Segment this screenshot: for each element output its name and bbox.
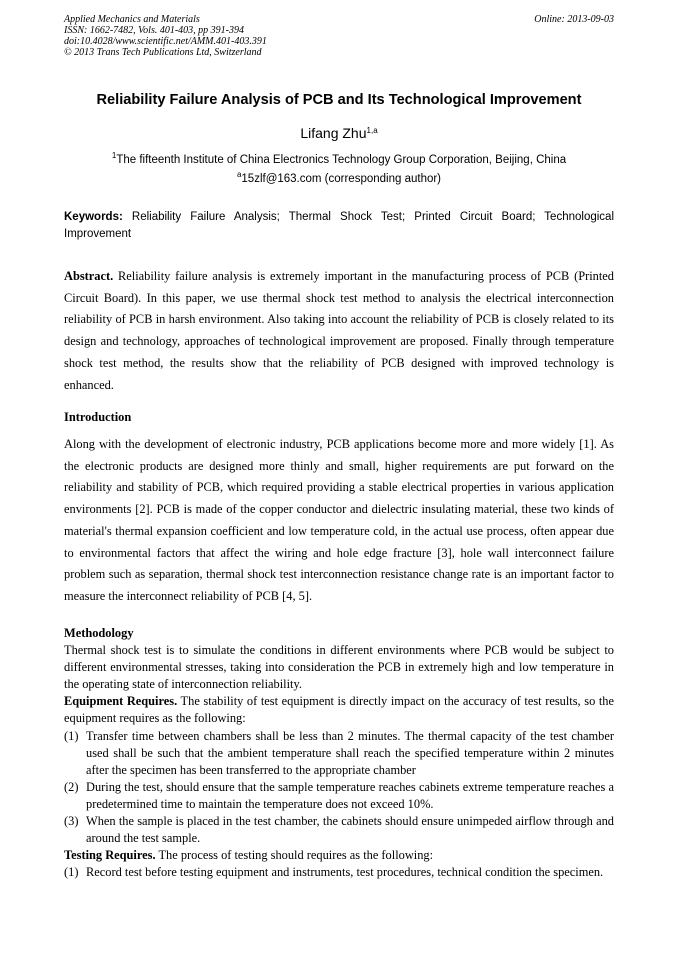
keywords-label: Keywords: [64,211,123,223]
list-item [64,864,614,881]
list-item [64,813,614,847]
keywords-block [64,209,614,243]
affiliation-text: The fifteenth Institute of China Electronics Technology Group Corporation, Beijing, China [116,154,567,166]
abstract-text: Reliability failure analysis is extremely important in the manufacturing process of PCB (Printed Circuit Board). In this paper, we use thermal shock test method to analysis the electrical interconnection reliability of PCB in harsh environment. Also taking into account the reliability of PCB is closely related to its design and technology, approaches of technological improvement are proposed. Finally through temperature shock test method, the results show that the reliability of PCB designed with improved technology is enhanced. [64,269,614,392]
abstract-block [64,266,614,396]
testing-paragraph [64,847,614,864]
online-date: Online: 2013-09-03 [534,14,614,25]
testing-text: The process of testing should requires as the following: [155,848,434,863]
keywords-text: Reliability Failure Analysis; Thermal Shock Test; Printed Circuit Board; Technological Improvement [64,211,614,240]
list-item-number: (1) [64,728,79,743]
list-item-number: (1) [64,865,79,880]
list-item [64,779,614,813]
equipment-label: Equipment Requires. [64,694,178,709]
list-item-text: During the test, should ensure that the sample temperature reaches cabinets extreme temperature reaches a predetermined time to maintain the temperature does not exceed 10%. [86,779,614,811]
email-superscript: a [236,170,242,179]
paper-title: Reliability Failure Analysis of PCB and Its Technological Improvement [96,92,582,108]
list-item [64,728,614,779]
journal-name: Applied Mechanics and Materials [64,14,200,25]
equipment-text: The stability of test equipment is directly impact on the accuracy of test results, so the equipment requires as the following: [64,694,614,726]
list-item-text: When the sample is placed in the test chamber, the cabinets should ensure unimpeded airflow through and around the test sample. [86,814,614,846]
journal-header [64,14,614,58]
email-text: 15zlf@163.com (corresponding author) [241,173,442,185]
methodology-text: Thermal shock test is to simulate the conditions in different environments where PCB would be subject to different environmental stresses, taking into consideration the PCB in extremely high and low temperature in the operating state of interconnection reliability. [64,643,614,692]
list-item-number: (2) [64,779,79,794]
testing-label: Testing Requires. [64,848,156,863]
equipment-paragraph [64,693,614,727]
author-superscript: 1,a [366,126,378,135]
abstract-label: Abstract. [64,269,114,283]
list-item-text: Transfer time between chambers shall be less than 2 minutes. The thermal capacity of the test chamber used shall be such that the ambient temperature shall reach the specified temperature within 2 minutes after the specimen has been transferred to the appropriate chamber [86,728,614,777]
author-name: Lifang Zhu [300,125,367,141]
methodology-section [64,625,614,881]
methodology-heading: Methodology [64,626,134,640]
introduction-heading: Introduction [64,410,132,424]
list-item-text: Record test before testing equipment and instruments, test procedures, technical condition the specimen. [86,865,604,880]
affiliation-line [20,153,658,167]
journal-copyright: © 2013 Trans Tech Publications Ltd, Switzerland [64,47,262,58]
author-line [20,124,658,142]
introduction-text: Along with the development of electronic industry, PCB applications become more and more widely [1]. As the electronic products are designed more thinly and small, higher requirements are put forward on the reliability and stability of PCB, which required providing a stable electrical properties in various application environments [2]. PCB is made of the copper conductor and dielectric insulating material, these two kinds of material's thermal expansion coefficient and low temperature cold, in the actual use process, often appear due to environmental factors that affect the wiring and hole edge fracture [3], hole wall interconnect failure problem such as separation, thermal shock test interconnection resistance change rate is an important factor to measure the interconnect reliability of PCB [4, 5]. [64,437,614,603]
list-item-number: (3) [64,814,79,829]
email-line [20,172,658,186]
journal-issn: ISSN: 1662-7482, Vols. 401-403, pp 391-394 [64,25,244,36]
journal-doi: doi:10.4028/www.scientific.net/AMM.401-403.391 [64,36,267,47]
affiliation-superscript: 1 [111,151,117,160]
